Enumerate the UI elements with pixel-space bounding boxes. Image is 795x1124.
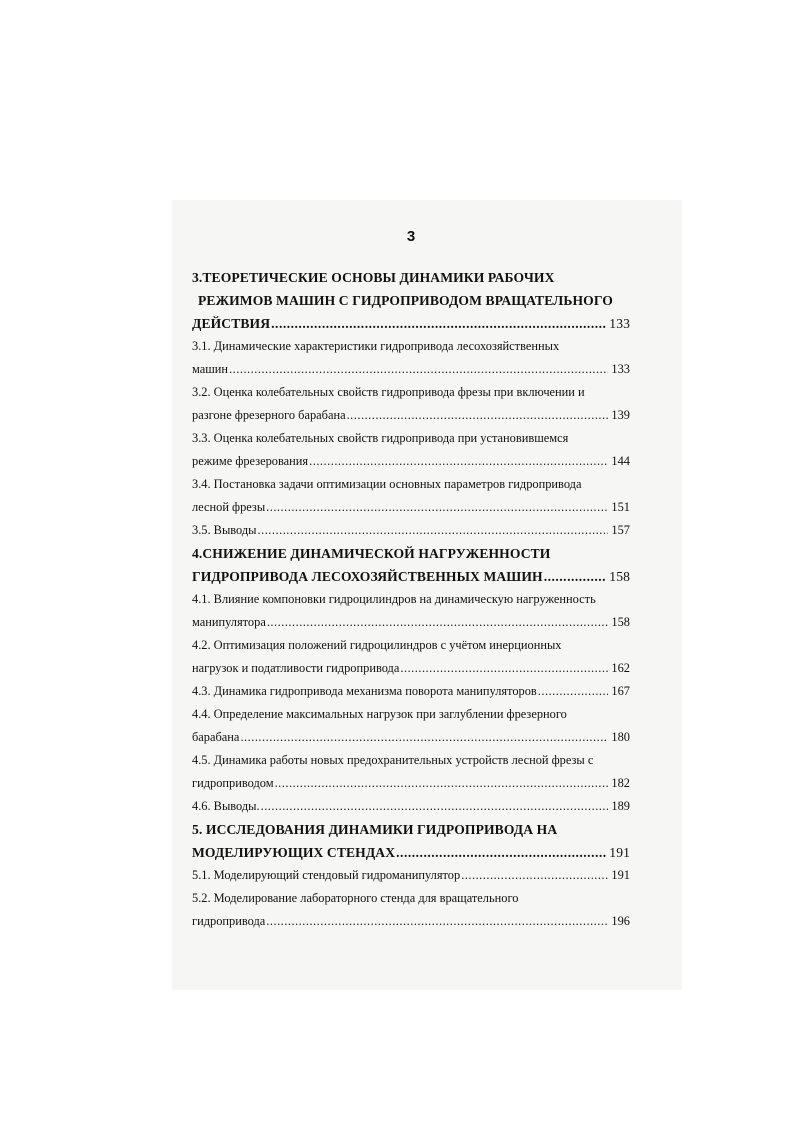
dot-leader bbox=[267, 611, 609, 634]
toc-entry-line bbox=[192, 358, 630, 381]
page-ref: 151 bbox=[611, 500, 630, 514]
toc-entry-line bbox=[192, 496, 630, 519]
section-title-line: 3.2. Оценка колебательных свойств гидропривода фрезы при включении и bbox=[192, 385, 585, 399]
dot-leader bbox=[275, 772, 609, 795]
chapter-title-line: 4.СНИЖЕНИЕ ДИНАМИЧЕСКОЙ НАГРУЖЕННОСТИ bbox=[192, 546, 551, 561]
dot-leader bbox=[396, 841, 606, 864]
chapter-3-heading bbox=[192, 266, 630, 335]
dot-leader bbox=[240, 726, 608, 749]
page-ref: 189 bbox=[611, 799, 630, 813]
section-title-last-line: режиме фрезерования bbox=[192, 454, 309, 468]
dot-leader bbox=[347, 404, 609, 427]
section-4-5 bbox=[192, 749, 630, 795]
section-5-2 bbox=[192, 887, 630, 933]
dot-leader bbox=[266, 910, 608, 933]
section-3-3 bbox=[192, 427, 630, 473]
section-title-line: 4.4. Определение максимальных нагрузок при заглублении фрезерного bbox=[192, 707, 567, 721]
section-title-last-line: машин bbox=[192, 362, 229, 376]
section-title-last-line: 5.1. Моделирующий стендовый гидроманипулятор bbox=[192, 868, 461, 882]
section-title-last-line: разгоне фрезерного барабана bbox=[192, 408, 346, 422]
chapter-title-line: 3.ТЕОРЕТИЧЕСКИЕ ОСНОВЫ ДИНАМИКИ РАБОЧИХ bbox=[192, 270, 555, 285]
toc-entry-line bbox=[192, 680, 630, 703]
toc-entry-line bbox=[192, 657, 630, 680]
toc-entry-line bbox=[192, 864, 630, 887]
section-title-line: 3.1. Динамические характеристики гидропривода лесохозяйственных bbox=[192, 339, 560, 353]
section-title-line: 5.2. Моделирование лабораторного стенда для вращательного bbox=[192, 891, 519, 905]
chapter-title-line: 5. ИССЛЕДОВАНИЯ ДИНАМИКИ ГИДРОПРИВОДА НА bbox=[192, 822, 558, 837]
dot-leader bbox=[261, 795, 609, 818]
page-number: 3 bbox=[406, 228, 416, 245]
page-ref: 158 bbox=[611, 615, 630, 629]
dot-leader bbox=[309, 450, 608, 473]
section-title-last-line: 4.3. Динамика гидропривода механизма поворота манипуляторов bbox=[192, 684, 537, 698]
section-title-line: 4.5. Динамика работы новых предохранительных устройств лесной фрезы с bbox=[192, 753, 594, 767]
toc-entry-line bbox=[192, 841, 630, 864]
section-title-last-line: лесной фрезы bbox=[192, 500, 266, 514]
section-3-4 bbox=[192, 473, 630, 519]
dot-leader bbox=[229, 358, 608, 381]
page-ref: 191 bbox=[609, 845, 630, 860]
toc-entry-line bbox=[192, 565, 630, 588]
page-ref: 144 bbox=[611, 454, 630, 468]
chapter-title-last-line: ГИДРОПРИВОДА ЛЕСОХОЗЯЙСТВЕННЫХ МАШИН bbox=[192, 569, 543, 584]
page-ref: 196 bbox=[611, 914, 630, 928]
section-4-4 bbox=[192, 703, 630, 749]
toc-entry-line bbox=[192, 519, 630, 542]
section-3-1 bbox=[192, 335, 630, 381]
section-4-2 bbox=[192, 634, 630, 680]
section-4-6 bbox=[192, 795, 630, 818]
toc-entry-line bbox=[192, 312, 630, 335]
toc-entry-line bbox=[192, 795, 630, 818]
toc-entry-line bbox=[192, 910, 630, 933]
page-ref: 158 bbox=[609, 569, 630, 584]
toc-entry-line bbox=[192, 450, 630, 473]
section-title-last-line: барабана bbox=[192, 730, 240, 744]
dot-leader bbox=[258, 519, 609, 542]
dot-leader bbox=[538, 680, 609, 703]
section-3-5 bbox=[192, 519, 630, 542]
dot-leader bbox=[461, 864, 608, 887]
page-ref: 167 bbox=[611, 684, 630, 698]
section-title-last-line: гидроприводом bbox=[192, 776, 274, 790]
dot-leader bbox=[544, 565, 607, 588]
section-title-last-line: нагрузок и податливости гидропривода bbox=[192, 661, 400, 675]
section-4-1 bbox=[192, 588, 630, 634]
section-title-last-line: 4.6. Выводы. bbox=[192, 799, 260, 813]
page-ref: 133 bbox=[609, 316, 630, 331]
section-title-line: 3.4. Постановка задачи оптимизации основных параметров гидропривода bbox=[192, 477, 582, 491]
chapter-4-heading bbox=[192, 542, 630, 588]
section-title-last-line: манипулятора bbox=[192, 615, 266, 629]
dot-leader bbox=[271, 312, 606, 335]
page-ref: 191 bbox=[611, 868, 630, 882]
toc-entry-line bbox=[192, 404, 630, 427]
toc-entry-line bbox=[192, 726, 630, 749]
page-ref: 133 bbox=[611, 362, 630, 376]
chapter-title-last-line: ДЕЙСТВИЯ bbox=[192, 316, 271, 331]
section-title-line: 4.2. Оптимизация положений гидроцилиндров с учётом инерционных bbox=[192, 638, 562, 652]
section-title-last-line: 3.5. Выводы bbox=[192, 523, 257, 537]
chapter-5-heading bbox=[192, 818, 630, 864]
toc-entry-line bbox=[192, 772, 630, 795]
section-title-line: 3.3. Оценка колебательных свойств гидропривода при установившемся bbox=[192, 431, 569, 445]
page-ref: 162 bbox=[611, 661, 630, 675]
page-ref: 157 bbox=[611, 523, 630, 537]
chapter-title-last-line: МОДЕЛИРУЮЩИХ СТЕНДАХ bbox=[192, 845, 396, 860]
section-5-1 bbox=[192, 864, 630, 887]
section-title-last-line: гидропривода bbox=[192, 914, 266, 928]
chapter-title-line: РЕЖИМОВ МАШИН С ГИДРОПРИВОДОМ ВРАЩАТЕЛЬНОГО bbox=[198, 293, 613, 308]
page-ref: 182 bbox=[611, 776, 630, 790]
page-ref: 180 bbox=[611, 730, 630, 744]
section-4-3 bbox=[192, 680, 630, 703]
toc-entry-line bbox=[192, 611, 630, 634]
section-title-line: 4.1. Влияние компоновки гидроцилиндров на динамическую нагруженность bbox=[192, 592, 596, 606]
dot-leader bbox=[266, 496, 608, 519]
table-of-contents bbox=[192, 266, 630, 933]
page-ref: 139 bbox=[611, 408, 630, 422]
dot-leader bbox=[400, 657, 608, 680]
section-3-2 bbox=[192, 381, 630, 427]
